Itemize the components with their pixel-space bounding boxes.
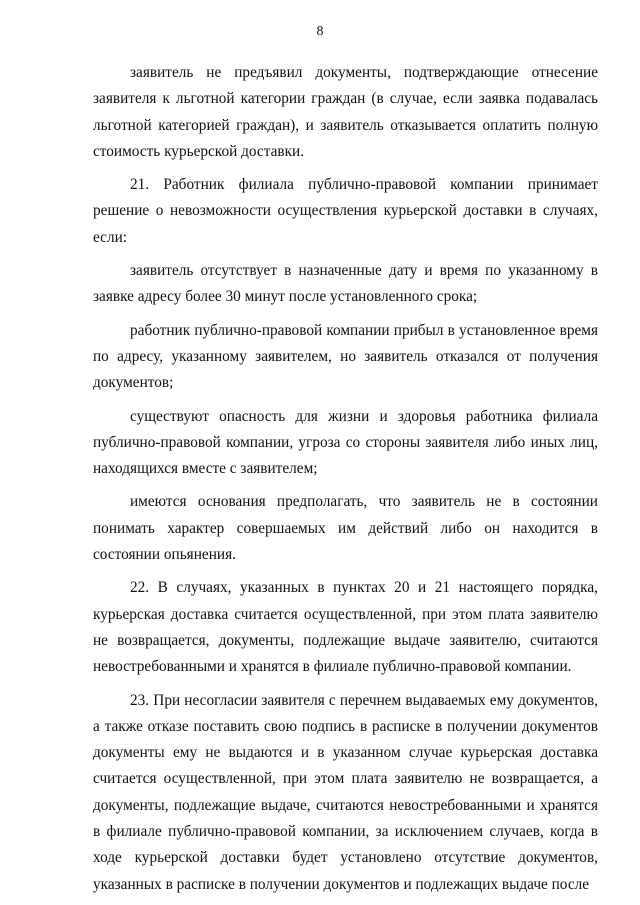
document-body: [93, 60, 598, 905]
paragraph-continuation: заявитель не предъявил документы, подтверждающие отнесение заявителя к льготной категории граждан (в случае, если заявка подавалась льготной категорией граждан), и заявитель отказывается оплатить полную стоимость курьерской доставки.: [93, 64, 598, 160]
page-number: 8: [316, 24, 324, 39]
list-item-intoxication: имеются основания предполагать, что заявитель не в состоянии понимать характер совершаемых им действий либо он находится в состоянии опьянения.: [93, 493, 598, 564]
list-item-danger: существуют опасность для жизни и здоровья работника филиала публично-правовой компании, угроза со стороны заявителя либо иных лиц, находящихся вместе с заявителем;: [93, 407, 598, 478]
list-item-absent: заявитель отсутствует в назначенные дату и время по указанному в заявке адресу более 30 минут после установленного срока;: [93, 262, 598, 306]
paragraph-22: 22. В случаях, указанных в пунктах 20 и 21 настоящего порядка, курьерская доставка считается осуществленной, при этом плата заявителю не возвращается, документы, подлежащие выдаче заявителю, считаются невостребованными и хранятся в филиале публично-правовой компании.: [93, 579, 598, 676]
paragraph-23: 23. При несогласии заявителя с перечнем выдаваемых ему документов, а также отказе поставить свою подпись в расписке в получении документов документы ему не выдаются и в указанном случае курьерская доставка считается осуществленной, при этом плата заявителю не возвращается, а документы, подлежащие выдаче, считаются невостребованными и хранятся в филиале публично-правовой компании, за исключением случаев, когда в ходе курьерской доставки будет установлено отсутствие документов, указанных в расписке в получении документов и подлежащих выдаче после: [93, 691, 598, 893]
list-item-refused: работник публично-правовой компании прибыл в установленное время по адресу, указанному заявителем, но заявитель отказался от получения документов;: [93, 321, 598, 392]
paragraph-21: 21. Работник филиала публично-правовой компании принимает решение о невозможности осуществления курьерской доставки в случаях, если:: [93, 176, 598, 246]
